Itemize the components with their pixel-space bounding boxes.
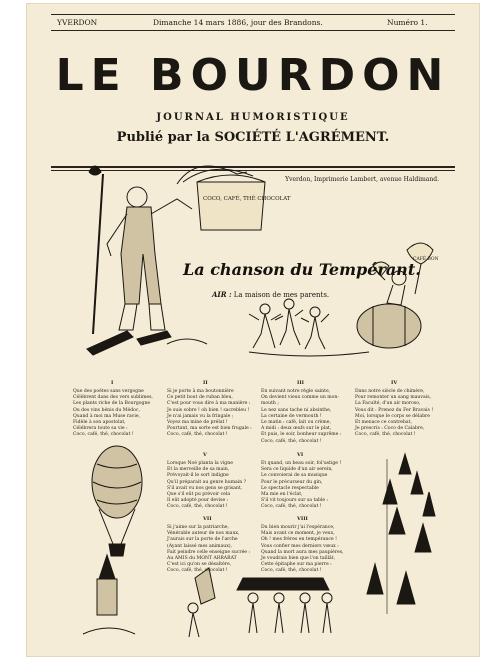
verse-text: Que des poètes sans vergogne Célèbrent dans des vers sublimes, Les plants riche de la Bourgogne Ou des vins bénis du Médoc, Quand à moi ma Muse ravie, Fidèle à son apostolat, Célébrera toute sa vie : Coco, café, thé, chocolat !: [73, 389, 153, 438]
verse-text: Si j'aime sur la patriarche, Vénérable auteur de nos maux, J'aurais sur la porte de l'arche (Ayant laissé mes animaux), Fait peindre celle enseigne sucrée : Au AMIS du MONT ARRARAT C'est ici qu'on se désaltère, Coco, café, thé, chocolat !: [167, 525, 251, 574]
verse-number: I: [111, 380, 114, 386]
verse-number: VIII: [297, 516, 308, 522]
verse-text: Si je porte à ma boutonnière Ce petit bout de ruban bleu, C'est pour vous dire à ma manière : Je suis sobre ! oh bien ! sacrebleu ! Je n'ai jamais vu la fringale ; Voyez ma mine de prélat ! Pourtant, ma sorte est bien frugale : Coco, café, thé, chocolat !: [167, 389, 252, 438]
verse-number: III: [297, 380, 305, 386]
verse-text: Du bien mourir j'ai l'espérance, Mais avant ce moment, je veux, Oh ! mes frères en tempérance ! Vous confier mes derniers vœux : Quand la mort aura mes paupières, Je voudrais bien que l'on taillât, Cette épitaphe sur ma pierre : Coco, café, thé, chocolat !: [261, 525, 344, 574]
verse-number: IV: [391, 380, 398, 386]
verse-number: II: [203, 380, 208, 386]
air-label: AIR :: [212, 290, 232, 299]
verse-text: Dans notre siècle de chimère, Pour remonter un sang mauvais, La Faculté, d'un air moroso, Vous dit : Prenez du Fer Bravais ! Moi, lorsque le corps se délabre Et menace ce contrebat, Je prescris : Coco de Calabre, Coco, café, thé, chocolat !: [355, 389, 434, 438]
verse-number: V: [203, 452, 207, 458]
verse-text: Lorsque Noé planta la vigne Et la merveille de sa main, Prévoyait-il le sort indigne Qu'il préparait au genre humain ? S'il avait vu nos gens se grisant, Que s'il eût pu prévoir cela Il eût adopté pour devise : Coco, café, thé, chocolat !: [167, 461, 247, 510]
song-title: La chanson du Tempérant.: [183, 260, 421, 279]
cocoa-sign-text: COCO, CAFÉ, THÉ CHOCOLAT: [203, 196, 291, 202]
dancing-children: [249, 299, 369, 356]
masthead-title: LE BOURDON: [55, 50, 451, 101]
song-air: [212, 290, 329, 299]
pallbearers-coffin: [188, 568, 332, 637]
verse-text: En suivant notre règle sainte, On devient vieux comme un mon- mouth ; Le nez sans tache ni absinthe, La certaine de vermouth ! Le matin : café, lait ou crème, A midi : deux œufs sur le plat, Et puis, le soir, bonheur suprême : Coco, café, thé, chocolat !: [261, 389, 342, 444]
cocoa-sign: [197, 182, 265, 230]
engraving-illustration: [27, 4, 479, 656]
hot-air-balloon: [92, 446, 142, 556]
newspaper-page: [27, 4, 479, 656]
verse-number: VII: [203, 516, 212, 522]
procession-figures: [367, 454, 435, 614]
header-place: YVERDON: [57, 18, 98, 27]
subtitle: JOURNAL HUMORISTIQUE: [156, 112, 350, 123]
air-text: La maison de mes parents.: [233, 291, 330, 299]
printer-line: Yverdon, Imprimerie Lambert, avenue Haldimand.: [285, 176, 439, 183]
society-line: Publié par la SOCIÉTÉ L'AGRÉMENT.: [116, 130, 390, 145]
lantern-text: CAFÉ BON: [413, 257, 439, 262]
header-date: Dimanche 14 mars 1886, jour des Brandons.: [153, 18, 323, 27]
verse-number: VI: [297, 452, 304, 458]
header-number: Numéro 1.: [387, 18, 428, 27]
church-spire: [83, 555, 135, 634]
verse-text: Et quand, un beau soir, fol'ustige ! Sera ce liquide d'un air serein, Le convoierai de sa musique Pour le précurseur du gin, Le spectacle respectable Ma mie en l'éclat, S'il vit toujours sur sa table : Coco, café, thé, chocolat !: [261, 461, 342, 510]
